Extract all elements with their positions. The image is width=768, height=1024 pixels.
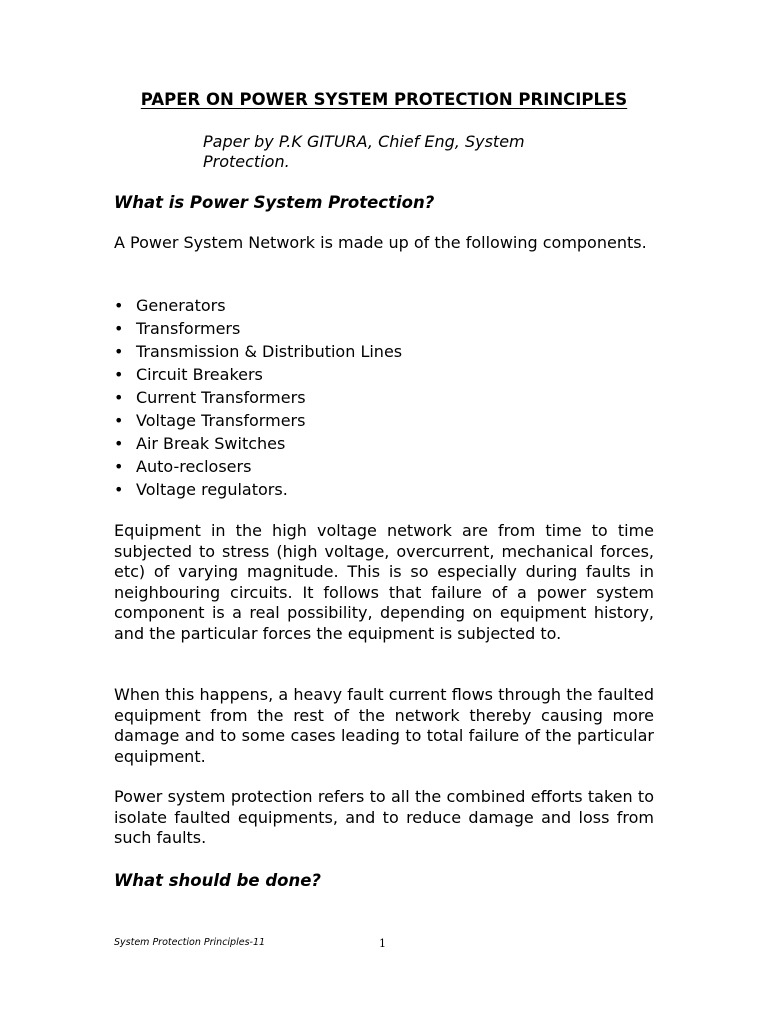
list-item (114, 434, 402, 457)
body-paragraph: When this happens, a heavy fault current flows through the faulted equipment from the rest of the network thereby causing more damage and to some cases leading to total failure of the particular equipment. (114, 685, 654, 766)
bullet-icon: • (114, 296, 124, 315)
bullet-icon: • (114, 319, 124, 338)
list-item (114, 342, 402, 365)
list-item-text: Circuit Breakers (136, 365, 263, 384)
bullet-icon: • (114, 480, 124, 499)
components-list (114, 296, 402, 503)
author-byline: Paper by P.K GITURA, Chief Eng, System Protection. (203, 132, 525, 171)
bullet-icon: • (114, 342, 124, 361)
list-item (114, 388, 402, 411)
body-paragraph: Power system protection refers to all the combined efforts taken to isolate faulted equipments, and to reduce damage and loss from such faults. (114, 787, 654, 847)
section-heading-what-should-be-done: What should be done? (114, 871, 321, 890)
list-item-text: Current Transformers (136, 388, 306, 407)
list-item-text: Transformers (136, 319, 241, 338)
list-item (114, 365, 402, 388)
bullet-icon: • (114, 365, 124, 384)
list-item-text: Air Break Switches (136, 434, 286, 453)
intro-paragraph: A Power System Network is made up of the following components. (114, 233, 647, 252)
list-item (114, 457, 402, 480)
bullet-icon: • (114, 457, 124, 476)
page-number: 1 (379, 937, 386, 950)
list-item-text: Auto-reclosers (136, 457, 252, 476)
list-item-text: Voltage Transformers (136, 411, 306, 430)
body-paragraph: Equipment in the high voltage network are from time to time subjected to stress (high voltage, overcurrent, mechanical forces, etc) of varying magnitude. This is so especially during faults in neighbouring circuits. It follows that failure of a power system component is a real possibility, depending on equipment history, and the particular forces the equipment is subjected to. (114, 521, 654, 643)
list-item-text: Generators (136, 296, 226, 315)
bullet-icon: • (114, 434, 124, 453)
list-item (114, 411, 402, 434)
list-item-text: Voltage regulators. (136, 480, 288, 499)
section-heading-what-is-protection: What is Power System Protection? (114, 193, 435, 212)
bullet-icon: • (114, 411, 124, 430)
list-item (114, 296, 402, 319)
list-item-text: Transmission & Distribution Lines (136, 342, 403, 361)
list-item (114, 480, 402, 503)
page-footer: System Protection Principles-11 (114, 937, 266, 948)
document-title: PAPER ON POWER SYSTEM PROTECTION PRINCIPLES (140, 90, 628, 109)
bullet-icon: • (114, 388, 124, 407)
list-item (114, 319, 402, 342)
